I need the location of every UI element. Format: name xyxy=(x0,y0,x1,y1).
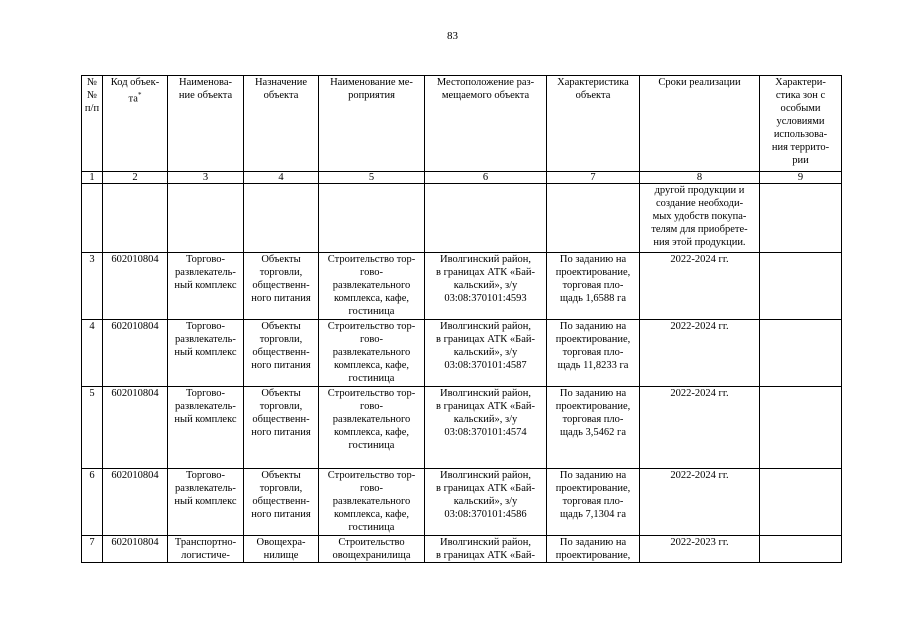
cell-purpose: Объекты торговли, общественн- ного питания xyxy=(244,469,319,536)
column-number: 5 xyxy=(319,172,425,184)
cell-purpose: Объекты торговли, общественн- ного питания xyxy=(244,253,319,320)
cell-zones xyxy=(760,253,842,320)
cell-code: 602010804 xyxy=(103,253,168,320)
continuation-row xyxy=(82,184,842,253)
header-code: Код объек- та* xyxy=(103,76,168,172)
table-row xyxy=(82,253,842,320)
cell-location: Иволгинский район, в границах АТК «Бай- кальский», з/у 03:08:370101:4587 xyxy=(425,320,547,387)
cell-characteristic: По заданию на проектирование, xyxy=(547,536,640,563)
footnote-mark: * xyxy=(137,91,142,99)
cell-action: Строительство тор- гово- развлекательного комплекса, кафе, гостиница xyxy=(319,320,425,387)
objects-table xyxy=(81,75,842,563)
header-row xyxy=(82,76,842,172)
cell-period-continuation: другой продукции и создание необходи- мых удобств покупа- телям для приобрете- ния этой продукции. xyxy=(640,184,760,253)
cell-name: Торгово- развлекатель- ный комплекс xyxy=(168,469,244,536)
cell-action: Строительство тор- гово- развлекательного комплекса, кафе, гостиница xyxy=(319,469,425,536)
header-period: Сроки реализации xyxy=(640,76,760,172)
column-number: 3 xyxy=(168,172,244,184)
column-number: 9 xyxy=(760,172,842,184)
header-num: № № п/п xyxy=(82,76,103,172)
cell-period: 2022-2024 гг. xyxy=(640,469,760,536)
cell-action: Строительство тор- гово- развлекательного комплекса, кафе, гостиница xyxy=(319,387,425,469)
cell-code: 602010804 xyxy=(103,320,168,387)
header-characteristic: Характеристика объекта xyxy=(547,76,640,172)
table-row xyxy=(82,320,842,387)
cell-zones xyxy=(760,184,842,253)
cell-num: 7 xyxy=(82,536,103,563)
cell-code: 602010804 xyxy=(103,387,168,469)
column-number: 1 xyxy=(82,172,103,184)
cell-action: Строительство овощехранилища xyxy=(319,536,425,563)
cell-zones xyxy=(760,469,842,536)
cell-characteristic: По заданию на проектирование, торговая пло- щадь 7,1304 га xyxy=(547,469,640,536)
page-number: 83 xyxy=(447,30,458,42)
cell-characteristic: По заданию на проектирование, торговая пло- щадь 1,6588 га xyxy=(547,253,640,320)
cell-name: Торгово- развлекатель- ный комплекс xyxy=(168,387,244,469)
cell-location: Иволгинский район, в границах АТК «Бай- xyxy=(425,536,547,563)
cell-zones xyxy=(760,387,842,469)
cell-code: 602010804 xyxy=(103,469,168,536)
cell-code xyxy=(103,184,168,253)
cell-purpose xyxy=(244,184,319,253)
cell-location: Иволгинский район, в границах АТК «Бай- кальский», з/у 03:08:370101:4593 xyxy=(425,253,547,320)
cell-location xyxy=(425,184,547,253)
cell-period: 2022-2024 гг. xyxy=(640,253,760,320)
column-number: 2 xyxy=(103,172,168,184)
cell-characteristic: По заданию на проектирование, торговая пло- щадь 3,5462 га xyxy=(547,387,640,469)
table-row xyxy=(82,387,842,469)
cell-purpose: Объекты торговли, общественн- ного питания xyxy=(244,320,319,387)
cell-name: Транспортно- логистиче- xyxy=(168,536,244,563)
header-name: Наименова- ние объекта xyxy=(168,76,244,172)
column-number: 6 xyxy=(425,172,547,184)
cell-period: 2022-2023 гг. xyxy=(640,536,760,563)
header-location: Местоположение раз- мещаемого объекта xyxy=(425,76,547,172)
cell-purpose: Объекты торговли, общественн- ного питания xyxy=(244,387,319,469)
cell-location: Иволгинский район, в границах АТК «Бай- кальский», з/у 03:08:370101:4574 xyxy=(425,387,547,469)
cell-purpose: Овощехра- нилище xyxy=(244,536,319,563)
cell-zones xyxy=(760,536,842,563)
cell-characteristic xyxy=(547,184,640,253)
cell-num xyxy=(82,184,103,253)
cell-num: 6 xyxy=(82,469,103,536)
cell-num: 3 xyxy=(82,253,103,320)
table-row xyxy=(82,536,842,563)
column-number: 4 xyxy=(244,172,319,184)
cell-characteristic: По заданию на проектирование, торговая пло- щадь 11,8233 га xyxy=(547,320,640,387)
cell-zones xyxy=(760,320,842,387)
cell-name: Торгово- развлекатель- ный комплекс xyxy=(168,253,244,320)
cell-name: Торгово- развлекатель- ный комплекс xyxy=(168,320,244,387)
cell-name xyxy=(168,184,244,253)
column-number: 8 xyxy=(640,172,760,184)
column-numbers-row xyxy=(82,172,842,184)
cell-action xyxy=(319,184,425,253)
header-zones: Характери- стика зон с особыми условиями использова- ния террито- рии xyxy=(760,76,842,172)
cell-period: 2022-2024 гг. xyxy=(640,320,760,387)
cell-action: Строительство тор- гово- развлекательного комплекса, кафе, гостиница xyxy=(319,253,425,320)
header-purpose: Назначение объекта xyxy=(244,76,319,172)
cell-code: 602010804 xyxy=(103,536,168,563)
column-number: 7 xyxy=(547,172,640,184)
cell-location: Иволгинский район, в границах АТК «Бай- кальский», з/у 03:08:370101:4586 xyxy=(425,469,547,536)
cell-period: 2022-2024 гг. xyxy=(640,387,760,469)
header-action: Наименование ме- роприятия xyxy=(319,76,425,172)
cell-num: 5 xyxy=(82,387,103,469)
cell-num: 4 xyxy=(82,320,103,387)
table-row xyxy=(82,469,842,536)
